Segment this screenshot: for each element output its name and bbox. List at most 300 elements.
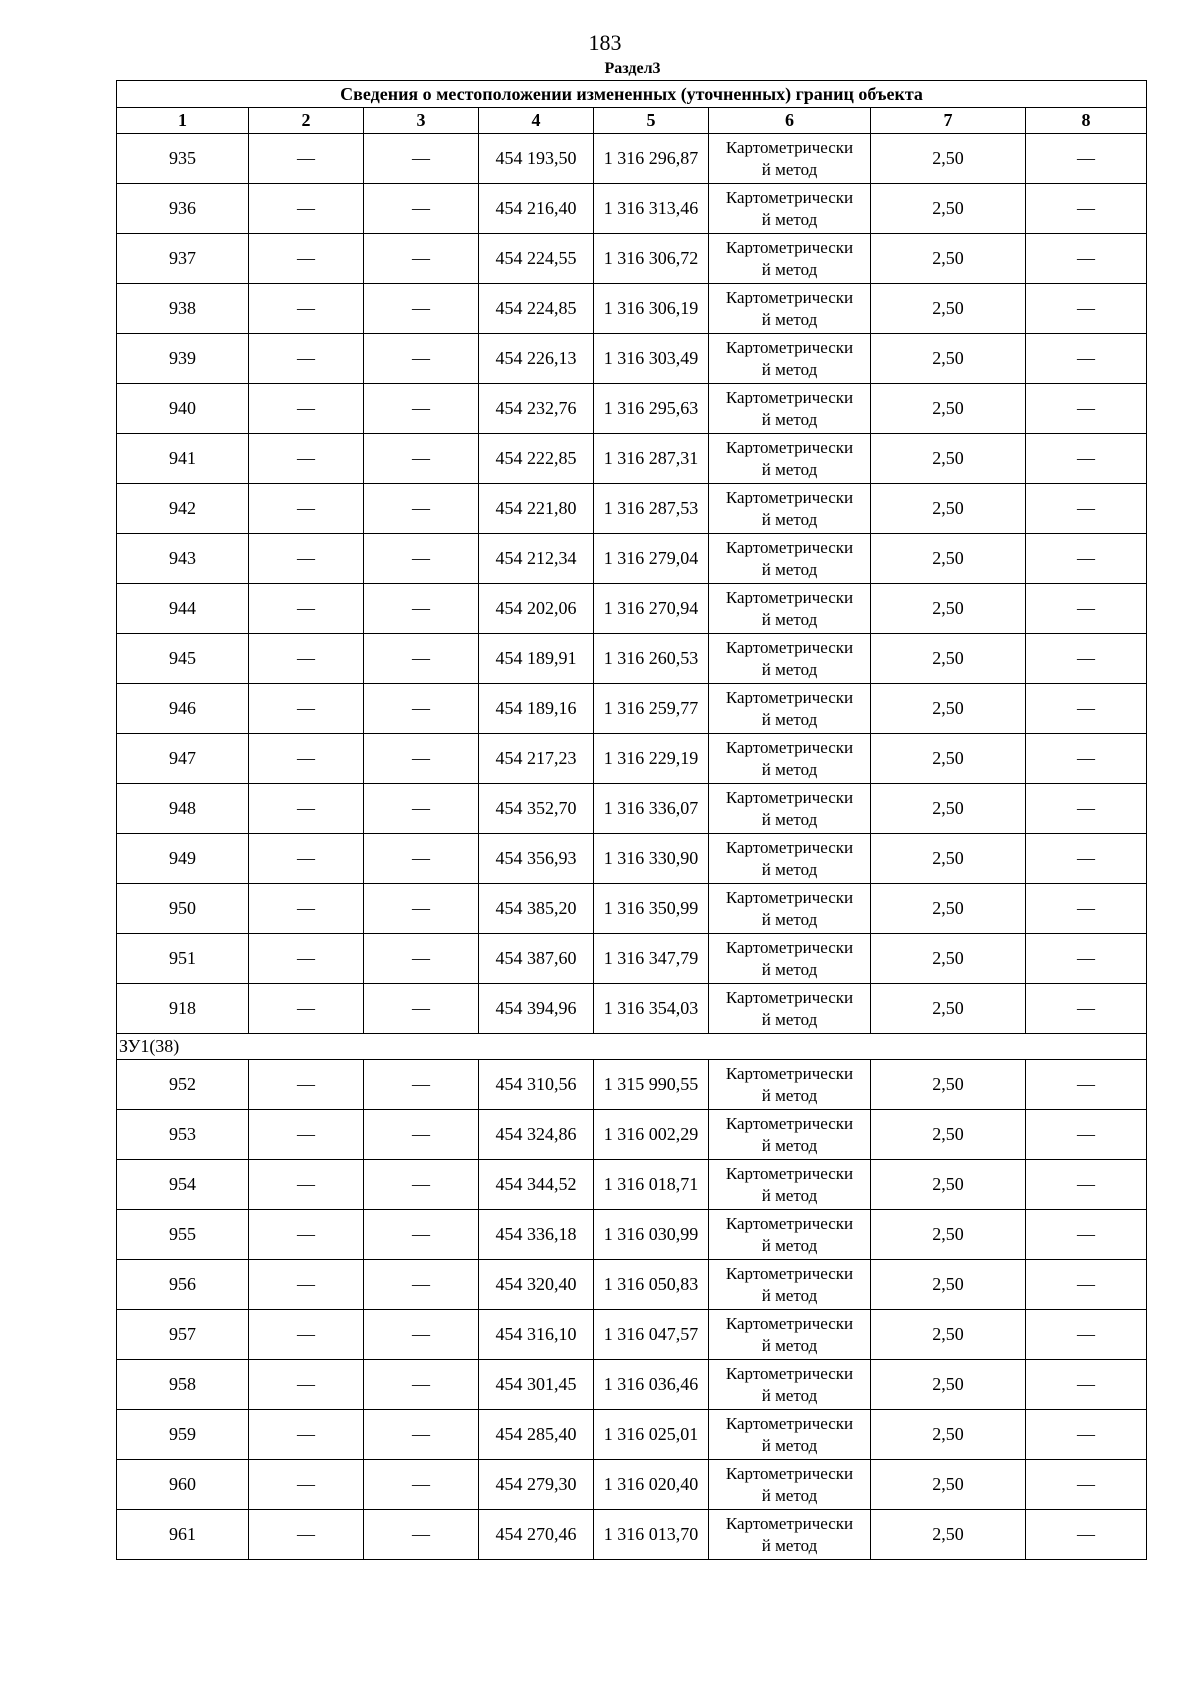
column-8-cell: — — [1026, 634, 1147, 684]
accuracy-cell: 2,50 — [871, 1260, 1026, 1310]
column-2-cell: — — [249, 484, 364, 534]
method-text-line-1: Картометрически — [725, 937, 854, 957]
y-coordinate-cell: 1 315 990,55 — [594, 1060, 709, 1110]
y-coordinate-cell: 1 316 350,99 — [594, 884, 709, 934]
column-3-cell: — — [364, 1060, 479, 1110]
column-8-cell: — — [1026, 234, 1147, 284]
y-coordinate-cell: 1 316 013,70 — [594, 1510, 709, 1560]
x-coordinate-cell: 454 320,40 — [479, 1260, 594, 1310]
method-cell — [709, 1260, 871, 1310]
method-text-line-2: й метод — [761, 1235, 818, 1255]
x-coordinate-cell: 454 226,13 — [479, 334, 594, 384]
method-cell — [709, 1110, 871, 1160]
column-3-cell: — — [364, 1160, 479, 1210]
method-cell — [709, 134, 871, 184]
method-text-line-2: й метод — [761, 559, 818, 579]
accuracy-cell: 2,50 — [871, 1310, 1026, 1360]
column-number-1: 1 — [117, 108, 249, 134]
column-3-cell: — — [364, 984, 479, 1034]
method-cell — [709, 884, 871, 934]
method-text-line-2: й метод — [761, 509, 818, 529]
column-3-cell: — — [364, 1210, 479, 1260]
column-8-cell: — — [1026, 484, 1147, 534]
column-2-cell: — — [249, 1310, 364, 1360]
column-3-cell: — — [364, 434, 479, 484]
method-text-line-2: й метод — [761, 659, 818, 679]
column-8-cell: — — [1026, 1160, 1147, 1210]
point-number-cell: 957 — [117, 1310, 249, 1360]
column-3-cell: — — [364, 134, 479, 184]
column-8-cell: — — [1026, 334, 1147, 384]
accuracy-cell: 2,50 — [871, 984, 1026, 1034]
x-coordinate-cell: 454 385,20 — [479, 884, 594, 934]
table-row — [117, 184, 1147, 234]
table-row — [117, 1310, 1147, 1360]
column-3-cell: — — [364, 1310, 479, 1360]
column-2-cell: — — [249, 1360, 364, 1410]
method-text-line-1: Картометрически — [725, 837, 854, 857]
method-cell — [709, 484, 871, 534]
x-coordinate-cell: 454 189,91 — [479, 634, 594, 684]
point-number-cell: 939 — [117, 334, 249, 384]
y-coordinate-cell: 1 316 287,53 — [594, 484, 709, 534]
method-text-line-1: Картометрически — [725, 1213, 854, 1233]
accuracy-cell: 2,50 — [871, 134, 1026, 184]
column-8-cell: — — [1026, 1510, 1147, 1560]
accuracy-cell: 2,50 — [871, 534, 1026, 584]
column-3-cell: — — [364, 334, 479, 384]
column-3-cell: — — [364, 1460, 479, 1510]
accuracy-cell: 2,50 — [871, 1160, 1026, 1210]
accuracy-cell: 2,50 — [871, 1510, 1026, 1560]
column-3-cell: — — [364, 1510, 479, 1560]
column-2-cell: — — [249, 134, 364, 184]
point-number-cell: 935 — [117, 134, 249, 184]
column-2-cell: — — [249, 534, 364, 584]
table-caption-row — [117, 81, 1147, 108]
method-cell — [709, 734, 871, 784]
method-text-line-1: Картометрически — [725, 1263, 854, 1283]
column-3-cell: — — [364, 834, 479, 884]
table-row — [117, 284, 1147, 334]
column-8-cell: — — [1026, 284, 1147, 334]
y-coordinate-cell: 1 316 295,63 — [594, 384, 709, 434]
accuracy-cell: 2,50 — [871, 1460, 1026, 1510]
table-row — [117, 134, 1147, 184]
method-text-line-1: Картометрически — [725, 237, 854, 257]
column-8-cell: — — [1026, 934, 1147, 984]
column-3-cell: — — [364, 784, 479, 834]
column-8-cell: — — [1026, 1210, 1147, 1260]
point-number-cell: 956 — [117, 1260, 249, 1310]
point-number-cell: 960 — [117, 1460, 249, 1510]
accuracy-cell: 2,50 — [871, 184, 1026, 234]
table-row — [117, 984, 1147, 1034]
accuracy-cell: 2,50 — [871, 1360, 1026, 1410]
y-coordinate-cell: 1 316 306,19 — [594, 284, 709, 334]
table-row — [117, 534, 1147, 584]
column-number-7: 7 — [871, 108, 1026, 134]
column-2-cell: — — [249, 1410, 364, 1460]
point-number-cell: 950 — [117, 884, 249, 934]
y-coordinate-cell: 1 316 030,99 — [594, 1210, 709, 1260]
y-coordinate-cell: 1 316 313,46 — [594, 184, 709, 234]
y-coordinate-cell: 1 316 020,40 — [594, 1460, 709, 1510]
method-text-line-2: й метод — [761, 1009, 818, 1029]
table-row — [117, 784, 1147, 834]
column-3-cell: — — [364, 484, 479, 534]
group-separator — [117, 1034, 1147, 1060]
column-2-cell: — — [249, 984, 364, 1034]
method-text-line-1: Картометрически — [725, 1463, 854, 1483]
y-coordinate-cell: 1 316 260,53 — [594, 634, 709, 684]
method-cell — [709, 584, 871, 634]
y-coordinate-cell: 1 316 270,94 — [594, 584, 709, 634]
method-cell — [709, 1060, 871, 1110]
column-2-cell: — — [249, 1110, 364, 1160]
x-coordinate-cell: 454 394,96 — [479, 984, 594, 1034]
table-row — [117, 684, 1147, 734]
column-number-5: 5 — [594, 108, 709, 134]
column-8-cell: — — [1026, 834, 1147, 884]
method-text-line-1: Картометрически — [725, 1313, 854, 1333]
table-row — [117, 384, 1147, 434]
column-8-cell: — — [1026, 1410, 1147, 1460]
column-2-cell: — — [249, 834, 364, 884]
y-coordinate-cell: 1 316 354,03 — [594, 984, 709, 1034]
accuracy-cell: 2,50 — [871, 484, 1026, 534]
table-row — [117, 1160, 1147, 1210]
accuracy-cell: 2,50 — [871, 384, 1026, 434]
method-text-line-2: й метод — [761, 1535, 818, 1555]
accuracy-cell: 2,50 — [871, 1410, 1026, 1460]
method-cell — [709, 234, 871, 284]
accuracy-cell: 2,50 — [871, 1060, 1026, 1110]
column-2-cell: — — [249, 1160, 364, 1210]
point-number-cell: 952 — [117, 1060, 249, 1110]
column-2-cell: — — [249, 934, 364, 984]
method-text-line-1: Картометрически — [725, 1113, 854, 1133]
table-row — [117, 1510, 1147, 1560]
method-cell — [709, 784, 871, 834]
point-number-cell: 947 — [117, 734, 249, 784]
method-cell — [709, 1210, 871, 1260]
method-text-line-2: й метод — [761, 859, 818, 879]
point-number-cell: 946 — [117, 684, 249, 734]
accuracy-cell: 2,50 — [871, 834, 1026, 884]
point-number-cell: 940 — [117, 384, 249, 434]
table-row — [117, 884, 1147, 934]
table-row — [117, 234, 1147, 284]
table-row — [117, 1260, 1147, 1310]
method-text-line-1: Картометрически — [725, 1063, 854, 1083]
x-coordinate-cell: 454 216,40 — [479, 184, 594, 234]
accuracy-cell: 2,50 — [871, 634, 1026, 684]
method-text-line-2: й метод — [761, 609, 818, 629]
table-row — [117, 934, 1147, 984]
table-row — [117, 1110, 1147, 1160]
column-2-cell: — — [249, 1460, 364, 1510]
method-text-line-2: й метод — [761, 1385, 818, 1405]
column-8-cell: — — [1026, 684, 1147, 734]
method-text-line-2: й метод — [761, 1485, 818, 1505]
method-text-line-2: й метод — [761, 1185, 818, 1205]
column-3-cell: — — [364, 1260, 479, 1310]
column-number-3: 3 — [364, 108, 479, 134]
point-number-cell: 936 — [117, 184, 249, 234]
method-cell — [709, 1460, 871, 1510]
page-number: 183 — [588, 30, 622, 55]
x-coordinate-cell: 454 221,80 — [479, 484, 594, 534]
column-3-cell: — — [364, 1110, 479, 1160]
column-2-cell: — — [249, 784, 364, 834]
method-text-line-2: й метод — [761, 409, 818, 429]
method-text-line-2: й метод — [761, 1085, 818, 1105]
column-8-cell: — — [1026, 1110, 1147, 1160]
x-coordinate-cell: 454 279,30 — [479, 1460, 594, 1510]
column-8-cell: — — [1026, 184, 1147, 234]
method-cell — [709, 1360, 871, 1410]
table-body-part-b — [117, 1060, 1147, 1560]
y-coordinate-cell: 1 316 018,71 — [594, 1160, 709, 1210]
column-8-cell: — — [1026, 1260, 1147, 1310]
point-number-cell: 958 — [117, 1360, 249, 1410]
point-number-cell: 942 — [117, 484, 249, 534]
method-cell — [709, 284, 871, 334]
table-row — [117, 1060, 1147, 1110]
y-coordinate-cell: 1 316 296,87 — [594, 134, 709, 184]
method-cell — [709, 934, 871, 984]
accuracy-cell: 2,50 — [871, 284, 1026, 334]
method-text-line-2: й метод — [761, 1435, 818, 1455]
column-3-cell: — — [364, 1410, 479, 1460]
method-text-line-2: й метод — [761, 359, 818, 379]
method-text-line-1: Картометрически — [725, 337, 854, 357]
x-coordinate-cell: 454 324,86 — [479, 1110, 594, 1160]
x-coordinate-cell: 454 316,10 — [479, 1310, 594, 1360]
y-coordinate-cell: 1 316 229,19 — [594, 734, 709, 784]
method-text-line-1: Картометрически — [725, 1513, 854, 1533]
column-3-cell: — — [364, 884, 479, 934]
method-text-line-2: й метод — [761, 809, 818, 829]
column-2-cell: — — [249, 284, 364, 334]
column-8-cell: — — [1026, 734, 1147, 784]
method-text-line-1: Картометрически — [725, 787, 854, 807]
column-2-cell: — — [249, 884, 364, 934]
x-coordinate-cell: 454 193,50 — [479, 134, 594, 184]
method-cell — [709, 534, 871, 584]
column-8-cell: — — [1026, 884, 1147, 934]
accuracy-cell: 2,50 — [871, 934, 1026, 984]
method-cell — [709, 1160, 871, 1210]
table-caption: Сведения о местоположении измененных (уточненных) границ объекта — [117, 81, 1147, 108]
method-text-line-2: й метод — [761, 159, 818, 179]
column-2-cell: — — [249, 684, 364, 734]
column-2-cell: — — [249, 334, 364, 384]
method-text-line-2: й метод — [761, 709, 818, 729]
table-row — [117, 1460, 1147, 1510]
column-3-cell: — — [364, 284, 479, 334]
method-cell — [709, 684, 871, 734]
table-row — [117, 1410, 1147, 1460]
method-text-line-2: й метод — [761, 1135, 818, 1155]
x-coordinate-cell: 454 285,40 — [479, 1410, 594, 1460]
point-number-cell: 954 — [117, 1160, 249, 1210]
method-cell — [709, 634, 871, 684]
point-number-cell: 955 — [117, 1210, 249, 1260]
x-coordinate-cell: 454 270,46 — [479, 1510, 594, 1560]
table-row — [117, 834, 1147, 884]
column-8-cell: — — [1026, 1060, 1147, 1110]
point-number-cell: 937 — [117, 234, 249, 284]
y-coordinate-cell: 1 316 050,83 — [594, 1260, 709, 1310]
table-row — [117, 334, 1147, 384]
y-coordinate-cell: 1 316 259,77 — [594, 684, 709, 734]
column-2-cell: — — [249, 434, 364, 484]
method-text-line-1: Картометрически — [725, 887, 854, 907]
accuracy-cell: 2,50 — [871, 334, 1026, 384]
x-coordinate-cell: 454 224,55 — [479, 234, 594, 284]
method-text-line-2: й метод — [761, 309, 818, 329]
column-3-cell: — — [364, 934, 479, 984]
column-8-cell: — — [1026, 784, 1147, 834]
column-8-cell: — — [1026, 1460, 1147, 1510]
accuracy-cell: 2,50 — [871, 584, 1026, 634]
column-2-cell: — — [249, 1210, 364, 1260]
x-coordinate-cell: 454 224,85 — [479, 284, 594, 334]
method-text-line-1: Картометрически — [725, 637, 854, 657]
section-title: Раздел3 — [604, 60, 661, 77]
column-number-6: 6 — [709, 108, 871, 134]
method-cell — [709, 434, 871, 484]
column-2-cell: — — [249, 234, 364, 284]
method-text-line-1: Картометрически — [725, 1413, 854, 1433]
column-2-cell: — — [249, 734, 364, 784]
method-text-line-2: й метод — [761, 459, 818, 479]
x-coordinate-cell: 454 217,23 — [479, 734, 594, 784]
method-text-line-1: Картометрически — [725, 187, 854, 207]
point-number-cell: 918 — [117, 984, 249, 1034]
y-coordinate-cell: 1 316 287,31 — [594, 434, 709, 484]
x-coordinate-cell: 454 301,45 — [479, 1360, 594, 1410]
method-text-line-1: Картометрически — [725, 987, 854, 1007]
point-number-cell: 944 — [117, 584, 249, 634]
y-coordinate-cell: 1 316 336,07 — [594, 784, 709, 834]
method-text-line-1: Картометрически — [725, 137, 854, 157]
accuracy-cell: 2,50 — [871, 1110, 1026, 1160]
x-coordinate-cell: 454 344,52 — [479, 1160, 594, 1210]
accuracy-cell: 2,50 — [871, 684, 1026, 734]
column-2-cell: — — [249, 1260, 364, 1310]
x-coordinate-cell: 454 202,06 — [479, 584, 594, 634]
method-text-line-2: й метод — [761, 1285, 818, 1305]
y-coordinate-cell: 1 316 347,79 — [594, 934, 709, 984]
y-coordinate-cell: 1 316 036,46 — [594, 1360, 709, 1410]
column-2-cell: — — [249, 584, 364, 634]
point-number-cell: 948 — [117, 784, 249, 834]
point-number-cell: 938 — [117, 284, 249, 334]
point-number-cell: 949 — [117, 834, 249, 884]
column-number-row — [117, 108, 1147, 134]
x-coordinate-cell: 454 336,18 — [479, 1210, 594, 1260]
method-text-line-1: Картометрически — [725, 387, 854, 407]
column-8-cell: — — [1026, 434, 1147, 484]
column-number-8: 8 — [1026, 108, 1147, 134]
method-text-line-1: Картометрически — [725, 737, 854, 757]
column-8-cell: — — [1026, 1360, 1147, 1410]
column-number-4: 4 — [479, 108, 594, 134]
point-number-cell: 945 — [117, 634, 249, 684]
method-text-line-2: й метод — [761, 1335, 818, 1355]
column-3-cell: — — [364, 384, 479, 434]
table-row — [117, 634, 1147, 684]
x-coordinate-cell: 454 222,85 — [479, 434, 594, 484]
x-coordinate-cell: 454 212,34 — [479, 534, 594, 584]
x-coordinate-cell: 454 356,93 — [479, 834, 594, 884]
y-coordinate-cell: 1 316 002,29 — [594, 1110, 709, 1160]
column-number-2: 2 — [249, 108, 364, 134]
y-coordinate-cell: 1 316 025,01 — [594, 1410, 709, 1460]
x-coordinate-cell: 454 189,16 — [479, 684, 594, 734]
x-coordinate-cell: 454 387,60 — [479, 934, 594, 984]
column-3-cell: — — [364, 534, 479, 584]
accuracy-cell: 2,50 — [871, 784, 1026, 834]
table-row — [117, 1210, 1147, 1260]
table-row — [117, 584, 1147, 634]
accuracy-cell: 2,50 — [871, 1210, 1026, 1260]
column-2-cell: — — [249, 184, 364, 234]
point-number-cell: 951 — [117, 934, 249, 984]
method-cell — [709, 834, 871, 884]
group-row — [117, 1034, 1147, 1060]
column-8-cell: — — [1026, 534, 1147, 584]
method-text-line-1: Картометрически — [725, 487, 854, 507]
table-row — [117, 1360, 1147, 1410]
table-body-part-a — [117, 134, 1147, 1034]
group-label: ЗУ1(38) — [117, 1034, 1147, 1060]
method-text-line-2: й метод — [761, 959, 818, 979]
point-number-cell: 943 — [117, 534, 249, 584]
column-8-cell: — — [1026, 584, 1147, 634]
column-3-cell: — — [364, 234, 479, 284]
column-2-cell: — — [249, 384, 364, 434]
column-2-cell: — — [249, 634, 364, 684]
method-cell — [709, 1310, 871, 1360]
method-text-line-1: Картометрически — [725, 587, 854, 607]
coordinates-table — [116, 80, 1147, 1560]
method-text-line-1: Картометрически — [725, 537, 854, 557]
column-3-cell: — — [364, 1360, 479, 1410]
accuracy-cell: 2,50 — [871, 884, 1026, 934]
column-8-cell: — — [1026, 384, 1147, 434]
column-3-cell: — — [364, 184, 479, 234]
method-text-line-1: Картометрически — [725, 437, 854, 457]
method-text-line-2: й метод — [761, 909, 818, 929]
method-cell — [709, 384, 871, 434]
point-number-cell: 941 — [117, 434, 249, 484]
column-3-cell: — — [364, 584, 479, 634]
method-text-line-1: Картометрически — [725, 1163, 854, 1183]
table-row — [117, 734, 1147, 784]
y-coordinate-cell: 1 316 279,04 — [594, 534, 709, 584]
table-row — [117, 434, 1147, 484]
column-2-cell: — — [249, 1060, 364, 1110]
x-coordinate-cell: 454 310,56 — [479, 1060, 594, 1110]
accuracy-cell: 2,50 — [871, 434, 1026, 484]
method-cell — [709, 1410, 871, 1460]
accuracy-cell: 2,50 — [871, 234, 1026, 284]
x-coordinate-cell: 454 352,70 — [479, 784, 594, 834]
